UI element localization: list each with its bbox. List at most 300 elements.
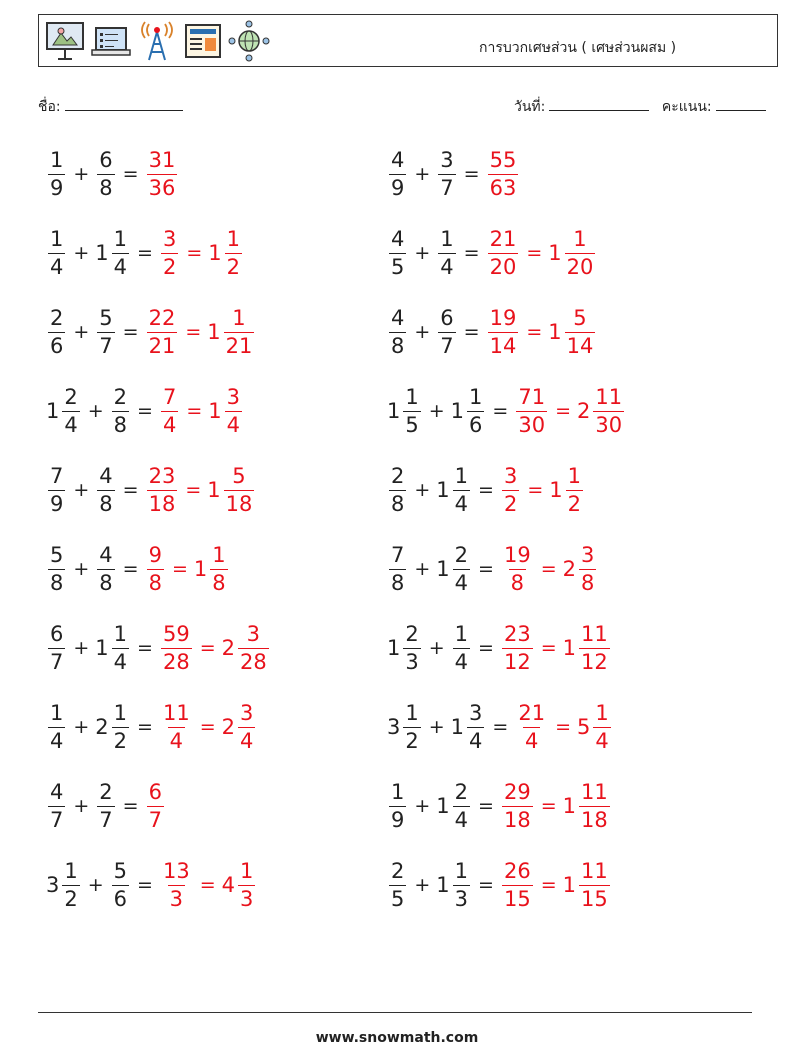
answer-equals-sign: =	[555, 716, 571, 738]
answer-mixed-number	[577, 700, 613, 753]
addend-b-whole: 2	[95, 715, 109, 739]
answer	[159, 700, 257, 753]
addend-a-denominator: 9	[391, 807, 405, 832]
answer-improper-fraction	[502, 542, 533, 595]
addend-b-number	[451, 621, 472, 674]
addend-b-denominator: 6	[469, 412, 483, 437]
answer-mixed-denominator: 28	[240, 649, 267, 674]
answer-mixed-fraction	[238, 858, 255, 911]
equals-sign: =	[492, 716, 509, 738]
answer-mixed-fraction	[224, 463, 255, 516]
answer-equals-sign: =	[540, 637, 557, 659]
addend-a-denominator: 8	[391, 570, 405, 595]
answer-improper-numerator: 71	[518, 384, 546, 409]
answer-improper-numerator: 3	[503, 463, 518, 488]
answer	[500, 463, 585, 516]
answer-mixed-denominator: 8	[581, 570, 595, 595]
equals-sign: =	[137, 874, 153, 896]
answer-improper-denominator: 8	[148, 570, 162, 595]
radio-tower-icon	[136, 20, 178, 62]
addend-b-numerator: 2	[99, 779, 113, 804]
addend-a-whole: 1	[387, 636, 401, 660]
answer-mixed-fraction	[565, 226, 596, 279]
answer-equals-sign: =	[526, 321, 543, 343]
answer-mixed-numerator: 1	[567, 463, 582, 488]
addend-a-fraction	[403, 700, 420, 753]
answer-equals-sign: =	[540, 795, 557, 817]
addend-b-number	[95, 463, 116, 516]
answer-mixed-denominator: 3	[240, 886, 254, 911]
answer-mixed-denominator: 30	[595, 412, 623, 437]
answer-improper-fraction	[488, 305, 519, 358]
answer-improper-fraction	[161, 226, 178, 279]
addend-a-numerator: 7	[391, 542, 405, 567]
addend-a-fraction	[62, 384, 79, 437]
answer-equals-sign: =	[555, 400, 571, 422]
answer-mixed-number	[208, 384, 244, 437]
addend-b-numerator: 2	[454, 779, 469, 804]
answer-mixed-denominator: 18	[581, 807, 608, 832]
answer-mixed-denominator: 21	[225, 333, 253, 358]
equals-sign: =	[478, 874, 494, 896]
answer-mixed-whole: 1	[548, 320, 562, 344]
addend-a-number	[46, 226, 67, 279]
answer-mixed-denominator: 8	[212, 570, 226, 595]
plus-sign: +	[73, 242, 90, 264]
answer-mixed-denominator: 18	[225, 491, 253, 516]
addend-a-fraction	[403, 384, 420, 437]
name-field	[38, 96, 183, 118]
addend-b-numerator: 2	[113, 384, 128, 409]
answer-mixed-whole: 1	[548, 241, 562, 265]
addend-a-number	[387, 147, 408, 200]
answer-improper-number	[500, 779, 535, 832]
equals-sign: =	[492, 400, 509, 422]
addend-a-fraction	[389, 463, 406, 516]
answer-improper-denominator: 7	[148, 807, 162, 832]
answer-improper-fraction	[516, 700, 547, 753]
answer-mixed-numerator: 1	[595, 700, 609, 725]
addend-b-numerator: 3	[469, 700, 483, 725]
answer-mixed-number	[562, 858, 612, 911]
addend-b-numerator: 5	[113, 858, 128, 883]
addend-b-denominator: 7	[440, 175, 454, 200]
addend-a-whole: 1	[46, 399, 60, 423]
addend-b-fraction	[438, 305, 455, 358]
problem-item	[387, 616, 612, 680]
answer-mixed-fraction	[225, 226, 242, 279]
addend-b-denominator: 4	[469, 728, 483, 753]
addend-b-whole: 1	[95, 241, 109, 265]
addend-a-denominator: 7	[50, 649, 64, 674]
addend-a-fraction	[389, 147, 406, 200]
answer-improper-denominator: 63	[489, 175, 517, 200]
addend-a-fraction	[403, 621, 420, 674]
addend-a-denominator: 5	[391, 886, 405, 911]
addend-a-denominator: 4	[50, 728, 64, 753]
worksheet-title: การบวกเศษส่วน ( เศษส่วนผสม )	[479, 40, 677, 56]
answer-mixed-denominator: 20	[566, 254, 594, 279]
answer-improper-numerator: 7	[162, 384, 177, 409]
answer-improper-numerator: 31	[148, 147, 176, 172]
answer-mixed-number	[193, 542, 230, 595]
equals-sign: =	[122, 558, 139, 580]
answer-improper-number	[159, 384, 180, 437]
addend-a-number	[387, 621, 423, 674]
answer	[145, 147, 180, 200]
answer-mixed-numerator: 11	[595, 384, 623, 409]
equals-sign: =	[478, 558, 494, 580]
addend-a-fraction	[48, 779, 65, 832]
answer-improper-fraction	[161, 384, 178, 437]
equals-sign: =	[463, 242, 480, 264]
answer-improper-number	[500, 463, 521, 516]
answer-equals-sign: =	[185, 479, 202, 501]
addend-b-number	[110, 384, 131, 437]
answer-mixed-numerator: 5	[573, 305, 587, 330]
addend-b-numerator: 3	[440, 147, 454, 172]
addend-b-numerator: 1	[454, 621, 469, 646]
answer-improper-denominator: 14	[489, 333, 517, 358]
answer-improper-denominator: 4	[169, 728, 184, 753]
answer-improper-numerator: 19	[503, 542, 531, 567]
answer-equals-sign: =	[185, 321, 202, 343]
answer-improper-numerator: 3	[162, 226, 177, 251]
addend-b-fraction	[97, 542, 114, 595]
addend-a-numerator: 2	[50, 305, 64, 330]
addend-b-number	[450, 700, 487, 753]
addend-b-number	[436, 147, 457, 200]
date-score-fields	[514, 96, 766, 118]
addend-b-numerator: 1	[454, 858, 469, 883]
answer-mixed-numerator: 11	[581, 858, 608, 883]
date-label: วันที่:	[514, 99, 546, 115]
addend-a-denominator: 8	[391, 333, 405, 358]
addend-b-number	[110, 858, 131, 911]
addend-b-fraction	[97, 779, 114, 832]
addend-a-denominator: 9	[50, 491, 64, 516]
addend-b-number	[436, 463, 472, 516]
answer-equals-sign: =	[199, 716, 216, 738]
addend-a-number	[387, 858, 408, 911]
answer-mixed-whole: 1	[549, 478, 563, 502]
addend-b-fraction	[467, 700, 484, 753]
addend-a-numerator: 1	[64, 858, 78, 883]
answer-mixed-whole: 5	[577, 715, 591, 739]
addend-b-number	[95, 226, 131, 279]
addend-b-whole: 1	[436, 557, 450, 581]
addend-b-denominator: 7	[440, 333, 454, 358]
addend-a-fraction	[389, 226, 406, 279]
answer-improper-number	[514, 700, 549, 753]
answer-mixed-whole: 1	[208, 399, 222, 423]
equals-sign: =	[122, 321, 139, 343]
answer-mixed-whole: 2	[562, 557, 576, 581]
addend-b-denominator: 7	[99, 807, 113, 832]
problem-item	[387, 774, 612, 838]
addend-a-whole: 3	[387, 715, 401, 739]
answer-equals-sign: =	[199, 874, 216, 896]
addend-a-fraction	[389, 858, 406, 911]
answer-improper-fraction	[147, 463, 178, 516]
answer-improper-fraction	[502, 621, 533, 674]
plus-sign: +	[73, 163, 90, 185]
addend-a-numerator: 2	[405, 621, 419, 646]
answer-mixed-number	[208, 226, 244, 279]
addend-a-fraction	[48, 542, 65, 595]
addend-a-number	[46, 858, 82, 911]
answer	[500, 779, 612, 832]
newspaper-icon	[182, 20, 224, 62]
answer-improper-fraction	[488, 226, 519, 279]
addend-b-number	[436, 858, 472, 911]
answer-improper-numerator: 26	[503, 858, 531, 883]
answer-mixed-whole: 1	[207, 320, 221, 344]
equals-sign: =	[122, 795, 139, 817]
addend-a-numerator: 1	[50, 147, 64, 172]
answer-improper-numerator: 29	[503, 779, 531, 804]
answer-mixed-number	[548, 305, 597, 358]
addend-a-fraction	[48, 226, 65, 279]
equals-sign: =	[478, 637, 494, 659]
plus-sign: +	[414, 242, 431, 264]
answer-improper-numerator: 59	[162, 621, 190, 646]
addend-b-numerator: 1	[440, 226, 454, 251]
answer-mixed-number	[562, 542, 599, 595]
addend-a-number	[387, 700, 423, 753]
footer-url: www.snowmath.com	[315, 1030, 479, 1046]
answer-mixed-whole: 1	[208, 241, 222, 265]
answer-equals-sign: =	[540, 874, 557, 896]
addend-b-numerator: 1	[469, 384, 483, 409]
answer-improper-fraction	[147, 779, 164, 832]
addend-b-number	[436, 305, 457, 358]
addend-b-denominator: 3	[454, 886, 469, 911]
addend-a-number	[46, 700, 67, 753]
addend-a-whole: 3	[46, 873, 60, 897]
answer-mixed-numerator: 3	[581, 542, 595, 567]
addend-b-fraction	[453, 463, 470, 516]
footer-divider	[38, 1012, 752, 1013]
addend-b-fraction	[97, 463, 114, 516]
plus-sign: +	[428, 716, 445, 738]
answer-improper-denominator: 4	[525, 728, 539, 753]
addend-a-denominator: 9	[391, 175, 405, 200]
addend-a-numerator: 4	[391, 147, 405, 172]
problem-item	[387, 695, 613, 759]
answer-improper-denominator: 15	[503, 886, 531, 911]
answer-mixed-fraction	[579, 858, 610, 911]
addend-a-number	[46, 542, 67, 595]
addend-a-numerator: 1	[50, 226, 64, 251]
addend-a-fraction	[62, 858, 79, 911]
addend-a-denominator: 8	[391, 491, 405, 516]
addend-b-number	[450, 384, 487, 437]
plus-sign: +	[428, 637, 445, 659]
answer-mixed-whole: 1	[207, 478, 221, 502]
addend-b-number	[95, 621, 131, 674]
answer-mixed-number	[207, 305, 256, 358]
addend-a-number	[46, 147, 67, 200]
answer-improper-number	[486, 226, 521, 279]
answer-improper-denominator: 4	[162, 412, 177, 437]
problem-item	[46, 221, 244, 285]
addend-b-numerator: 6	[440, 305, 454, 330]
addend-b-denominator: 4	[440, 254, 454, 279]
equals-sign: =	[137, 637, 153, 659]
answer-improper-numerator: 23	[148, 463, 176, 488]
addend-a-denominator: 3	[405, 649, 419, 674]
answer-mixed-numerator: 3	[246, 621, 261, 646]
answer-equals-sign: =	[527, 479, 544, 501]
addend-b-denominator: 8	[99, 570, 113, 595]
equals-sign: =	[122, 479, 139, 501]
answer-mixed-number	[221, 621, 271, 674]
answer-mixed-denominator: 2	[567, 491, 582, 516]
answer-mixed-fraction	[238, 621, 269, 674]
addend-b-fraction	[97, 305, 114, 358]
addend-a-numerator: 1	[405, 384, 419, 409]
answer	[159, 621, 271, 674]
addend-a-fraction	[48, 621, 65, 674]
addend-a-fraction	[48, 147, 65, 200]
addend-b-numerator: 1	[454, 463, 469, 488]
problem-item	[46, 695, 257, 759]
addend-a-numerator: 4	[50, 779, 64, 804]
addend-a-number	[387, 542, 408, 595]
plus-sign: +	[73, 558, 90, 580]
problem-item	[387, 458, 585, 522]
addend-a-denominator: 2	[405, 728, 419, 753]
addend-a-denominator: 2	[64, 886, 78, 911]
addend-a-numerator: 5	[50, 542, 64, 567]
addend-b-denominator: 4	[454, 491, 469, 516]
addend-a-denominator: 4	[64, 412, 78, 437]
answer-improper-numerator: 19	[489, 305, 517, 330]
answer	[514, 700, 612, 753]
addend-b-fraction	[112, 384, 129, 437]
answer-improper-number	[514, 384, 549, 437]
answer-mixed-fraction	[579, 779, 610, 832]
answer	[145, 779, 166, 832]
answer-mixed-denominator: 4	[240, 728, 254, 753]
answer-mixed-number	[207, 463, 256, 516]
answer-mixed-fraction	[593, 700, 610, 753]
answer-improper-number	[145, 542, 166, 595]
answer-improper-denominator: 18	[503, 807, 531, 832]
answer-improper-denominator: 36	[148, 175, 176, 200]
answer	[500, 858, 612, 911]
plus-sign: +	[414, 163, 431, 185]
addend-b-denominator: 7	[99, 333, 113, 358]
addend-b-numerator: 5	[99, 305, 113, 330]
addend-b-fraction	[453, 779, 470, 832]
answer-mixed-numerator: 1	[212, 542, 226, 567]
addend-b-whole: 1	[436, 794, 450, 818]
answer-improper-numerator: 6	[148, 779, 162, 804]
equals-sign: =	[463, 321, 480, 343]
addend-a-fraction	[389, 542, 406, 595]
answer-mixed-number	[549, 463, 585, 516]
plus-sign: +	[73, 321, 90, 343]
answer-mixed-whole: 1	[562, 794, 576, 818]
problem-item	[387, 537, 598, 601]
addend-b-fraction	[453, 858, 470, 911]
addend-b-numerator: 6	[99, 147, 113, 172]
answer-improper-denominator: 12	[503, 649, 531, 674]
answer-improper-numerator: 21	[518, 700, 546, 725]
addend-b-whole: 1	[436, 873, 450, 897]
answer-improper-number	[145, 779, 166, 832]
answer-mixed-fraction	[565, 305, 596, 358]
answer-improper-number	[500, 542, 535, 595]
addend-b-numerator: 4	[99, 463, 113, 488]
addend-a-numerator: 1	[391, 779, 405, 804]
answer-mixed-denominator: 14	[566, 333, 594, 358]
answer-improper-denominator: 2	[162, 254, 177, 279]
addend-b-denominator: 8	[113, 412, 128, 437]
answer-improper-number	[145, 463, 180, 516]
plus-sign: +	[87, 874, 104, 896]
addend-b-denominator: 4	[454, 570, 469, 595]
addend-a-fraction	[48, 305, 65, 358]
answer-mixed-fraction	[225, 384, 242, 437]
problem-item	[46, 300, 256, 364]
answer-mixed-numerator: 3	[226, 384, 241, 409]
answer-improper-fraction	[502, 463, 519, 516]
answer-mixed-numerator: 11	[581, 621, 608, 646]
addend-b-whole: 1	[436, 478, 450, 502]
answer-mixed-number	[221, 700, 258, 753]
answer-mixed-numerator: 1	[232, 305, 246, 330]
plus-sign: +	[73, 795, 90, 817]
answer-improper-number	[145, 147, 180, 200]
answer-improper-number	[159, 858, 194, 911]
answer-mixed-denominator: 15	[581, 886, 608, 911]
answer-improper-number	[159, 621, 194, 674]
answer-improper-numerator: 13	[162, 858, 190, 883]
addend-a-number	[46, 384, 82, 437]
plus-sign: +	[414, 874, 431, 896]
answer-improper-fraction	[147, 147, 178, 200]
problem-item	[46, 458, 256, 522]
answer-improper-denominator: 2	[503, 491, 518, 516]
equals-sign: =	[478, 795, 494, 817]
addend-a-denominator: 7	[50, 807, 64, 832]
header-box	[38, 14, 778, 67]
answer-mixed-whole: 2	[577, 399, 591, 423]
addend-b-denominator: 4	[113, 649, 128, 674]
equals-sign: =	[122, 163, 139, 185]
addend-a-denominator: 5	[405, 412, 419, 437]
addend-b-fraction	[97, 147, 114, 200]
plus-sign: +	[87, 400, 104, 422]
addend-a-numerator: 7	[50, 463, 64, 488]
addend-a-denominator: 8	[50, 570, 64, 595]
answer-improper-denominator: 8	[510, 570, 525, 595]
addend-b-denominator: 4	[454, 649, 469, 674]
answer-mixed-fraction	[210, 542, 227, 595]
addend-a-number	[387, 384, 423, 437]
answer	[159, 226, 244, 279]
answer-equals-sign: =	[171, 558, 188, 580]
addend-b-fraction	[438, 147, 455, 200]
answer-improper-fraction	[147, 305, 178, 358]
answer-mixed-number	[562, 621, 612, 674]
presentation-board-icon	[44, 20, 86, 62]
answer-mixed-number	[221, 858, 258, 911]
problem-item	[387, 379, 626, 443]
